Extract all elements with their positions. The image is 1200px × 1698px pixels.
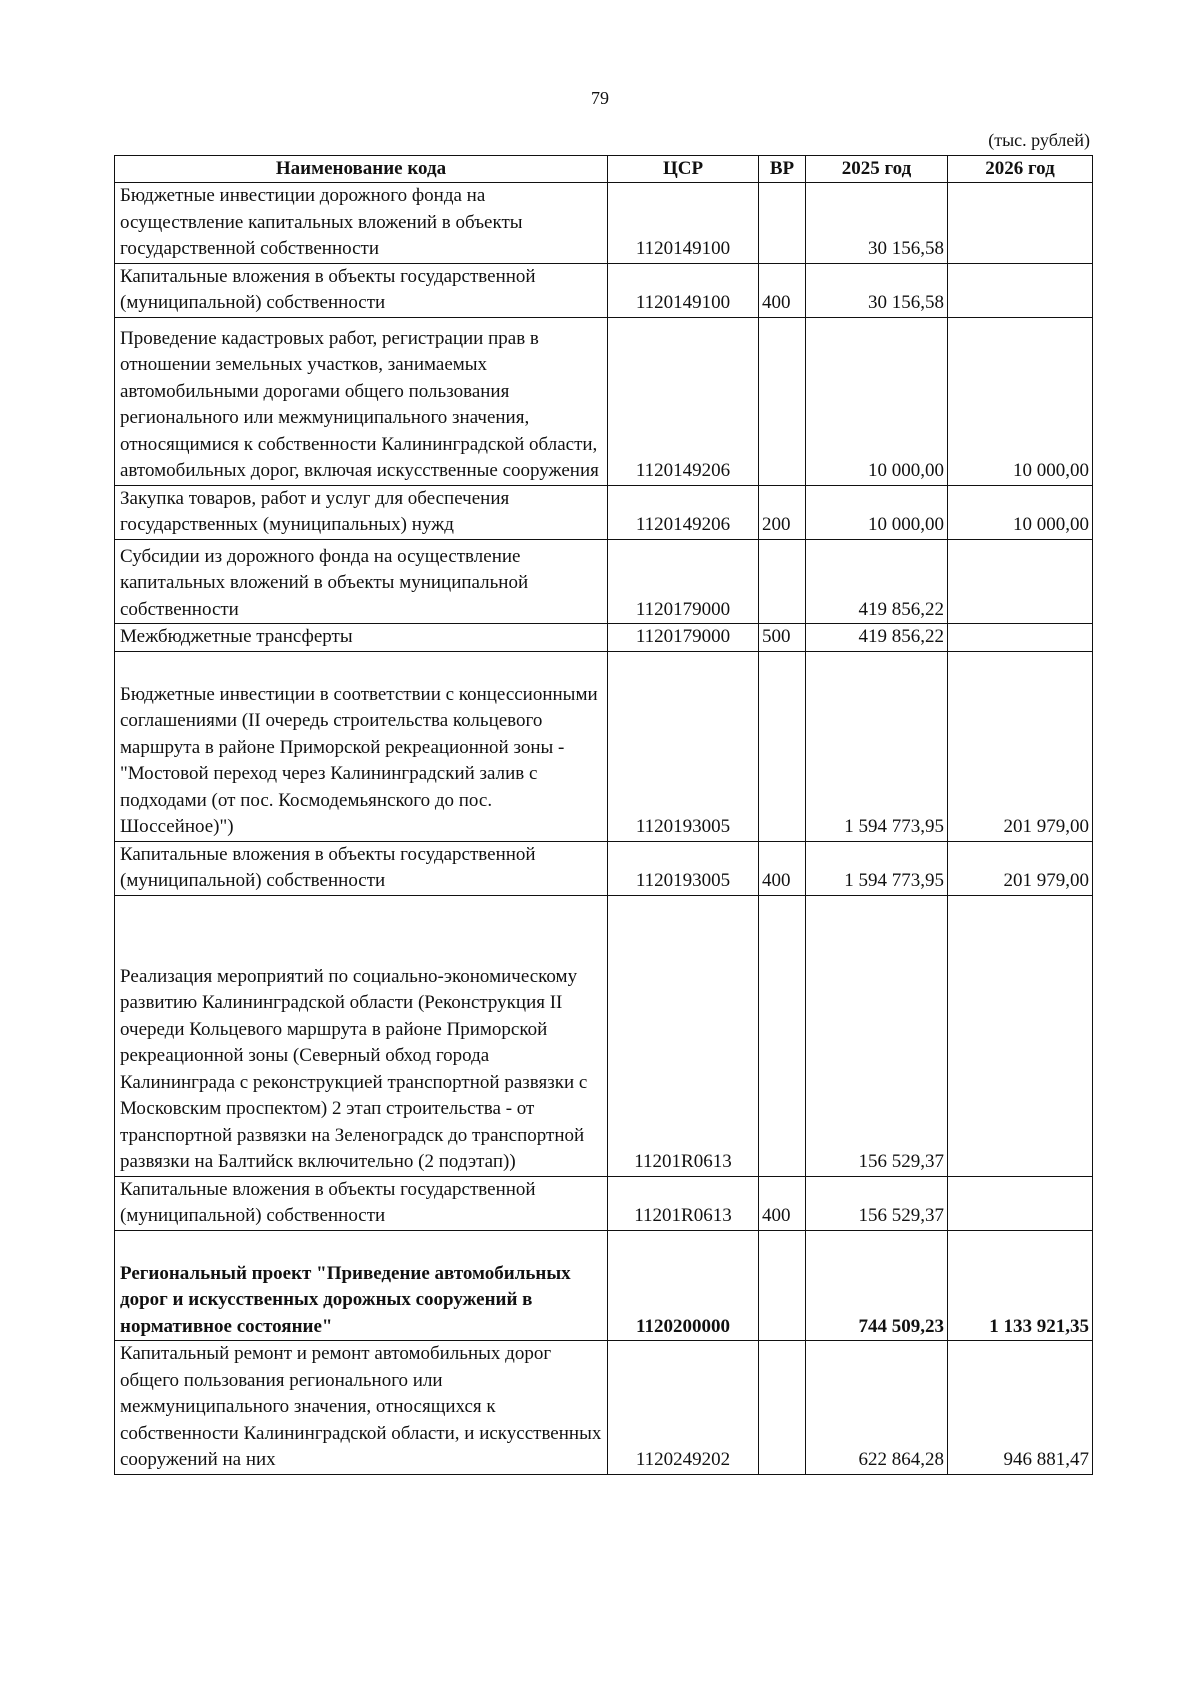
row-name: Капитальный ремонт и ремонт автомобильных дорог общего пользования регионального или межмуниципального значения, относящихся к собственности Калининградской области, и искусственных сооружений на них <box>115 1341 608 1475</box>
row-2025: 419 856,22 <box>806 539 948 624</box>
row-csr: 1120149100 <box>608 183 759 264</box>
row-csr: 1120149206 <box>608 317 759 485</box>
row-name: Региональный проект "Приведение автомобильных дорог и искусственных дорожных сооружений в нормативное состояние" <box>115 1230 608 1341</box>
row-2026: 10 000,00 <box>948 485 1093 539</box>
row-vr: 400 <box>759 263 806 317</box>
row-vr <box>759 895 806 1176</box>
row-csr: 11201R0613 <box>608 1176 759 1230</box>
row-2025: 1 594 773,95 <box>806 651 948 841</box>
row-csr: 1120179000 <box>608 539 759 624</box>
row-vr: 200 <box>759 485 806 539</box>
table-row <box>115 624 1093 652</box>
row-2026 <box>948 624 1093 652</box>
header-csr: ЦСР <box>608 156 759 183</box>
table-row-project <box>115 1230 1093 1341</box>
row-vr: 400 <box>759 1176 806 1230</box>
row-name: Капитальные вложения в объекты государственной (муниципальной) собственности <box>115 1176 608 1230</box>
table-row <box>115 317 1093 485</box>
row-name: Бюджетные инвестиции в соответствии с концессионными соглашениями (II очередь строительства кольцевого маршрута в районе Приморской рекреационной зоны - "Мостовой переход через Калининградский залив с подходами (от пос. Космодемьянского до пос. Шоссейное)") <box>115 651 608 841</box>
table-row <box>115 1176 1093 1230</box>
row-2026: 946 881,47 <box>948 1341 1093 1475</box>
row-name: Капитальные вложения в объекты государственной (муниципальной) собственности <box>115 841 608 895</box>
row-csr: 1120149206 <box>608 485 759 539</box>
row-2025: 30 156,58 <box>806 263 948 317</box>
row-vr <box>759 1341 806 1475</box>
row-csr: 1120193005 <box>608 651 759 841</box>
row-vr <box>759 651 806 841</box>
row-csr: 11201R0613 <box>608 895 759 1176</box>
row-name: Субсидии из дорожного фонда на осуществление капитальных вложений в объекты муниципальной собственности <box>115 539 608 624</box>
row-vr <box>759 1230 806 1341</box>
row-name: Бюджетные инвестиции дорожного фонда на осуществление капитальных вложений в объекты государственной собственности <box>115 183 608 264</box>
row-2026: 201 979,00 <box>948 841 1093 895</box>
units-label: (тыс. рублей) <box>988 130 1090 150</box>
row-2026: 1 133 921,35 <box>948 1230 1093 1341</box>
header-2025: 2025 год <box>806 156 948 183</box>
row-2025: 10 000,00 <box>806 485 948 539</box>
table-row <box>115 841 1093 895</box>
row-2026 <box>948 539 1093 624</box>
row-name: Капитальные вложения в объекты государственной (муниципальной) собственности <box>115 263 608 317</box>
header-2026: 2026 год <box>948 156 1093 183</box>
header-vr: ВР <box>759 156 806 183</box>
row-2026 <box>948 183 1093 264</box>
table-row <box>115 539 1093 624</box>
row-csr: 1120149100 <box>608 263 759 317</box>
row-csr: 1120179000 <box>608 624 759 652</box>
row-2025: 156 529,37 <box>806 1176 948 1230</box>
table-row <box>115 263 1093 317</box>
row-2026: 201 979,00 <box>948 651 1093 841</box>
row-name: Проведение кадастровых работ, регистрации прав в отношении земельных участков, занимаемых автомобильными дорогами общего пользования регионального или межмуниципального значения, относящимися к собственности Калининградской области, автомобильных дорог, включая искусственные сооружения <box>115 317 608 485</box>
table-row <box>115 895 1093 1176</box>
row-name: Закупка товаров, работ и услуг для обеспечения государственных (муниципальных) нужд <box>115 485 608 539</box>
row-2025: 419 856,22 <box>806 624 948 652</box>
table-row <box>115 183 1093 264</box>
row-2026 <box>948 895 1093 1176</box>
row-vr <box>759 183 806 264</box>
row-csr: 1120249202 <box>608 1341 759 1475</box>
row-vr <box>759 317 806 485</box>
row-vr <box>759 539 806 624</box>
row-2025: 1 594 773,95 <box>806 841 948 895</box>
table-header-row <box>115 156 1093 183</box>
row-name: Реализация мероприятий по социально-экономическому развитию Калининградской области (Реконструкция II очереди Кольцевого маршрута в районе Приморской рекреационной зоны (Северный обход города Калининграда с реконструкцией транспортной развязки с Московским проспектом) 2 этап строительства - от транспортной развязки на Зеленоградск до транспортной развязки на Балтийск включительно (2 подэтап)) <box>115 895 608 1176</box>
budget-table <box>114 155 1093 1475</box>
row-2026 <box>948 1176 1093 1230</box>
row-vr: 500 <box>759 624 806 652</box>
header-name: Наименование кода <box>115 156 608 183</box>
page-number: 79 <box>591 88 609 108</box>
row-vr: 400 <box>759 841 806 895</box>
row-csr: 1120200000 <box>608 1230 759 1341</box>
row-2025: 30 156,58 <box>806 183 948 264</box>
row-2026 <box>948 263 1093 317</box>
row-2025: 156 529,37 <box>806 895 948 1176</box>
row-csr: 1120193005 <box>608 841 759 895</box>
table-row <box>115 1341 1093 1475</box>
row-2025: 744 509,23 <box>806 1230 948 1341</box>
row-2025: 10 000,00 <box>806 317 948 485</box>
row-2026: 10 000,00 <box>948 317 1093 485</box>
table-row <box>115 651 1093 841</box>
row-name: Межбюджетные трансферты <box>115 624 608 652</box>
table-row <box>115 485 1093 539</box>
row-2025: 622 864,28 <box>806 1341 948 1475</box>
